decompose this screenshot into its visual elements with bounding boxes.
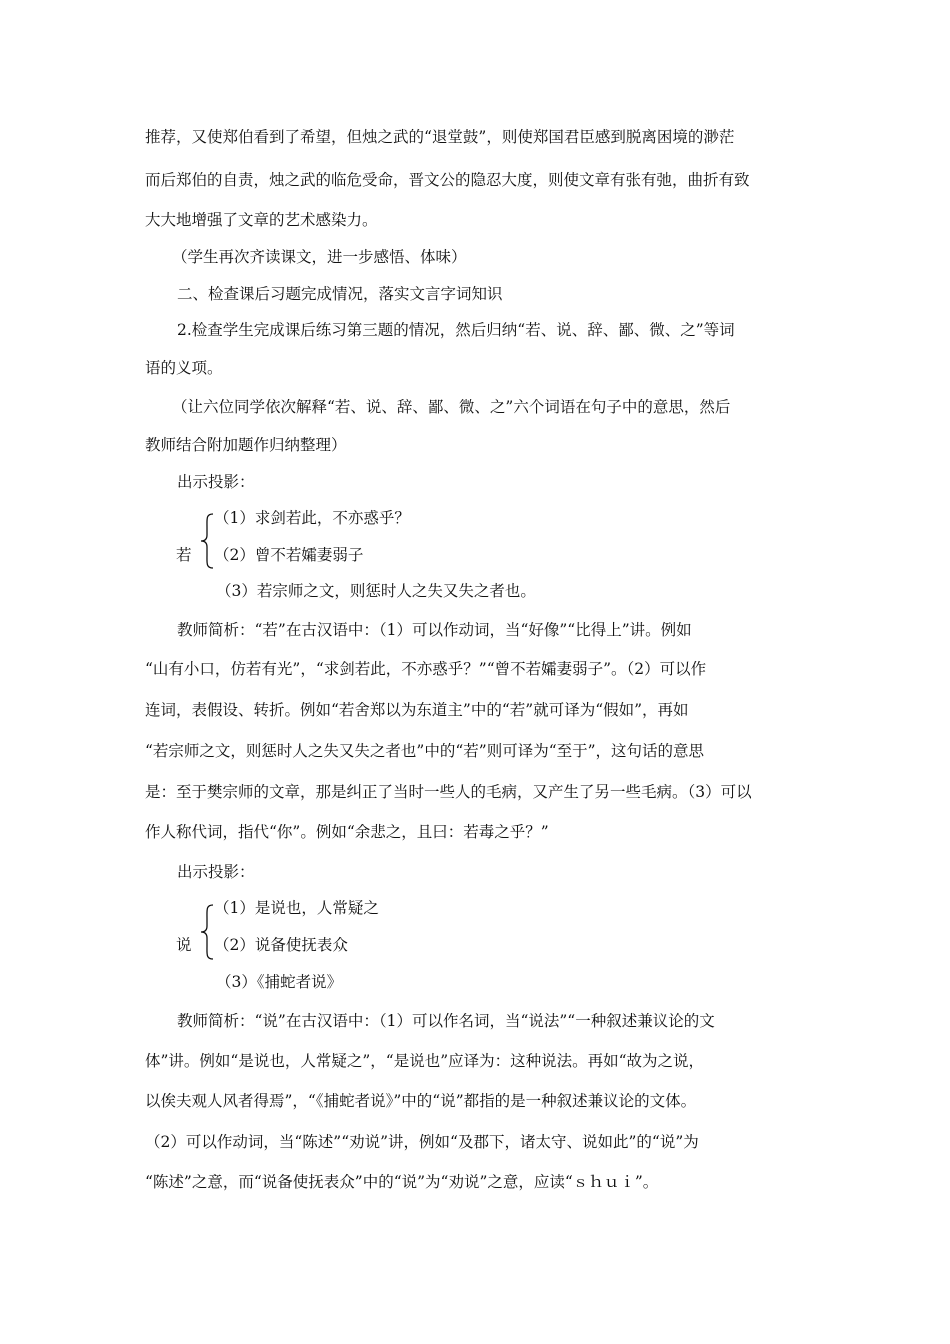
analysis-line: 体”讲。例如“是说也，人常疑之”，“是说也”应译为：这种说法。再如“故为之说， [145, 1052, 705, 1070]
analysis-line: 教师简析：“若”在古汉语中：（1）可以作动词，当“好像”“比得上”讲。例如 [177, 621, 692, 639]
paragraph-line: 2.检查学生完成课后练习第三题的情况，然后归纳“若、说、辞、鄙、微、之”等词 [177, 321, 735, 339]
projection-label: 出示投影： [177, 473, 255, 491]
example-item: （2）曾不若孀妻弱子 [214, 546, 364, 564]
section-heading: 二、检查课后习题完成情况，落实文言字词知识 [177, 285, 503, 303]
paragraph-note: （学生再次齐读课文，进一步感悟、体味） [172, 248, 467, 266]
analysis-line: （2）可以作动词，当“陈述”“劝说”讲，例如“及郡下，诸太守、说如此”的“说”为 [145, 1133, 699, 1151]
term-ruo: 若 [176, 546, 192, 564]
paragraph-line: 推荐，又使郑伯看到了希望，但烛之武的“退堂鼓”，则使郑国君臣感到脱离困境的渺茫 [145, 128, 735, 146]
paragraph-line: 大大地增强了文章的艺术感染力。 [145, 211, 378, 229]
analysis-line: 作人称代词，指代“你”。例如“余悲之，且曰：若毒之乎？” [145, 823, 549, 841]
paragraph-line: 教师结合附加题作归纳整理） [145, 436, 347, 454]
analysis-line: “若宗师之文，则惩时人之失又失之者也”中的“若”则可译为“至于”，这句话的意思 [145, 742, 705, 760]
analysis-line: 以俟夫观人风者得焉”，“《捕蛇者说》”中的“说”都指的是一种叙述兼议论的文体。 [145, 1092, 697, 1110]
example-item: （2）说备使抚表众 [214, 936, 348, 954]
paragraph-line: 语的义项。 [145, 359, 223, 377]
brace-icon [200, 904, 214, 960]
example-item: （3）若宗师之文，则惩时人之失又失之者也。 [216, 582, 536, 600]
analysis-line: 教师简析：“说”在古汉语中：（1）可以作名词，当“说法”“一种叙述兼议论的文 [177, 1012, 715, 1030]
paragraph-line: 而后郑伯的自责，烛之武的临危受命，晋文公的隐忍大度，则使文章有张有弛，曲折有致 [145, 171, 750, 189]
example-item: （1）是说也，人常疑之 [214, 899, 379, 917]
term-shuo: 说 [176, 936, 192, 954]
analysis-line: “陈述”之意，而“说备使抚表众”中的“说”为“劝说”之意，应读“ｓｈｕｉ”。 [145, 1173, 659, 1191]
brace-icon [200, 513, 214, 569]
projection-label: 出示投影： [177, 863, 255, 881]
example-item: （3）《捕蛇者说》 [216, 973, 343, 991]
example-item: （1）求剑若此，不亦惑乎？ [214, 509, 410, 527]
analysis-line: 连词，表假设、转折。例如“若舍郑以为东道主”中的“若”就可译为“假如”，再如 [145, 701, 689, 719]
paragraph-line: （让六位同学依次解释“若、说、辞、鄙、微、之”六个词语在句子中的意思，然后 [172, 398, 731, 416]
analysis-line: “山有小口，仿若有光”，“求剑若此，不亦惑乎？”“曾不若孀妻弱子”。（2）可以作 [145, 660, 707, 678]
analysis-line: 是：至于樊宗师的文章，那是纠正了当时一些人的毛病，又产生了另一些毛病。（3）可以 [145, 783, 752, 801]
